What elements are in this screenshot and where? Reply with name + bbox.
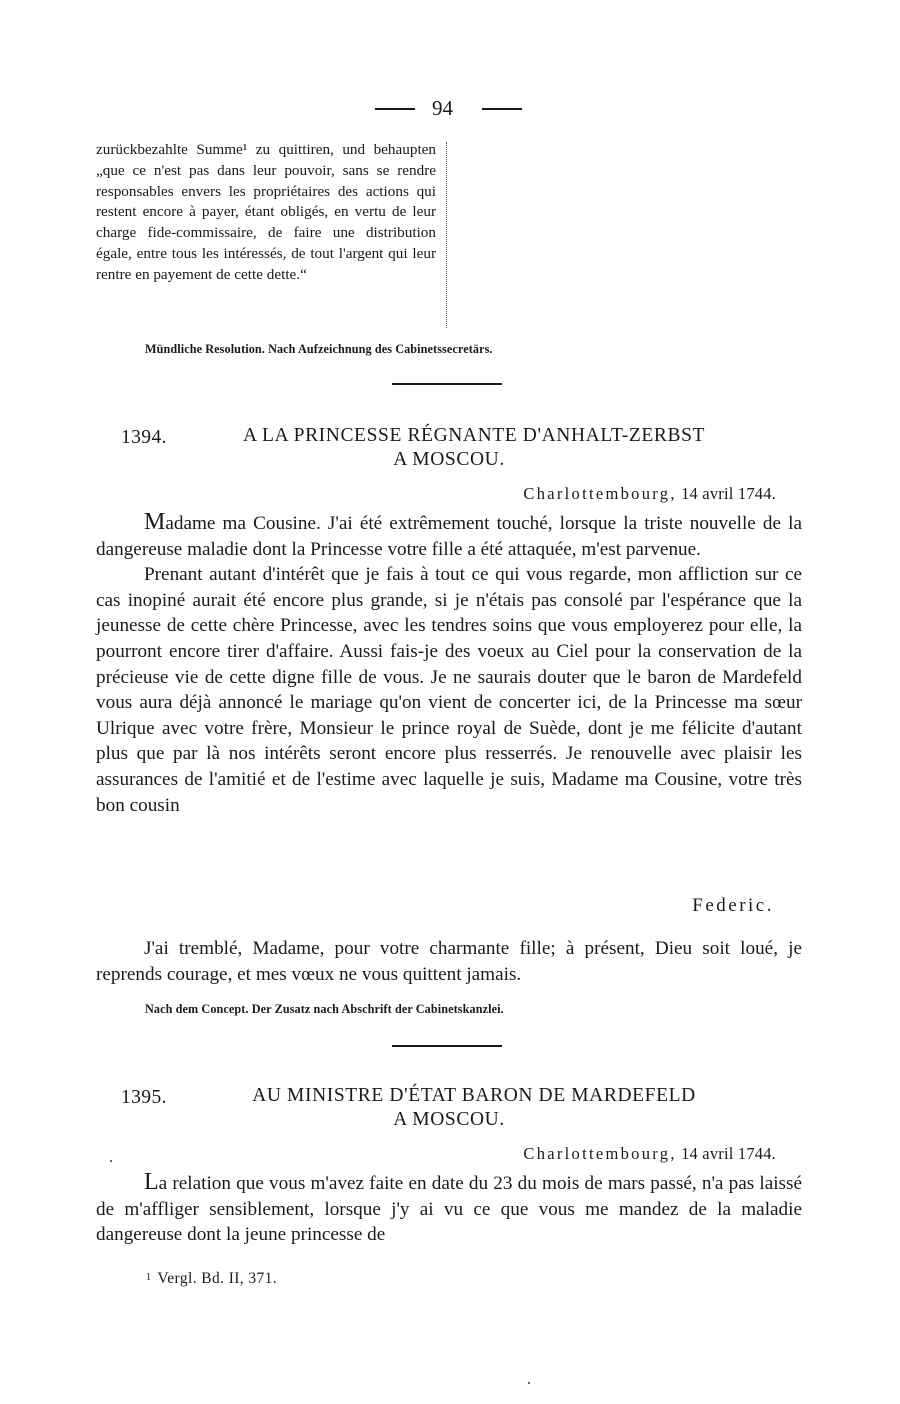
letter-body-1394 xyxy=(96,510,802,818)
letter-title-1394 xyxy=(96,424,802,472)
letter-title-1394-line2: A MOSCOU. xyxy=(393,449,505,470)
letter-title-1394-line1: A LA PRINCESSE RÉGNANTE D'ANHALT-ZERBST xyxy=(242,425,706,446)
source-note-1393: Mündliche Resolution. Nach Aufzeichnung des Cabinetssecretärs. xyxy=(145,342,493,356)
source-note-1394: Nach dem Concept. Der Zusatz nach Abschrift der Cabinetskanzlei. xyxy=(145,1002,504,1016)
dateline-1395-date: 14 avril 1744. xyxy=(681,1144,776,1163)
dateline-1394-date: 14 avril 1744. xyxy=(681,484,776,503)
dateline-1395-place: Charlottembourg, xyxy=(523,1144,677,1163)
letter-1394-paragraph-2: Prenant autant d'intérêt que je fais à tout ce qui vous regarde, mon affliction sur ce cas inopiné aurait été encore plus grande, si je n'étais pas consolé par l'espérance que la jeunesse de cette chère Princesse, avec les tendres soins que vous employerez pour elle, la pourront encore tirer d'affaire. Aussi fais-je des voeux au Ciel pour la conservation de la précieuse vie de cette digne fille de vous. Je ne saurais douter que le baron de Mardefeld vous aura déjà annoncé le mariage qu'on vient de concerter ici, de la Princesse ma sœur Ulrique avec votre frère, Monsieur le prince royal de Suède, dont je me félicite d'autant plus que par là nos intérêts seront encore plus resserrés. Je renouvelle avec plaisir les assurances de l'amitié et de l'estime avec laquelle je suis, Madame ma Cousine, votre très bon cousin xyxy=(96,564,802,816)
letter-1394-paragraph-1: Madame ma Cousine. J'ai été extrêmement touché, lorsque la triste nouvelle de la dangereuse maladie dont la Princesse votre fille a été attaquée, m'est parvenue. xyxy=(96,509,802,560)
page-number: 94 xyxy=(432,96,453,120)
print-speck xyxy=(110,1160,112,1162)
section-divider-2 xyxy=(392,1045,502,1047)
letter-body-1395 xyxy=(96,1170,802,1248)
dateline-1394-place: Charlottembourg, xyxy=(523,484,677,503)
section-divider-1 xyxy=(392,383,502,385)
quoted-passage-text: zurückbezahlte Summe¹ zu quittiren, und behaupten „que ce n'est pas dans leur pouvoir, sans se rendre responsables envers les propriétaires des actions qui restent encore à payer, étant obligés, en vertu de leur charge fide-commissaire, de faire une distribution égale, entre tous les intéressés, de tout l'argent qui leur rentre en payement de cette dette.“ xyxy=(96,141,436,283)
quoted-passage xyxy=(96,140,436,286)
footnote xyxy=(146,1270,277,1288)
header-dash-right xyxy=(482,108,522,110)
dateline-1395 xyxy=(523,1144,776,1164)
print-speck xyxy=(528,1382,530,1384)
letter-number-1395: 1395. xyxy=(121,1087,167,1108)
letter-title-1395-line2: A MOSCOU. xyxy=(393,1109,505,1130)
signature: Federic. xyxy=(692,895,774,916)
footnote-text: Vergl. Bd. II, 371. xyxy=(157,1270,278,1287)
postscript-1394 xyxy=(96,936,802,987)
dateline-1394 xyxy=(523,484,776,504)
header-dash-left xyxy=(375,108,415,110)
footnote-mark: 1 xyxy=(146,1272,152,1283)
letter-1395-paragraph-1: La relation que vous m'avez faite en date du 23 du mois de mars passé, n'a pas laissé de m'affliger sensiblement, lorsque j'y ai vu ce que vous me mandez de la maladie dangereuse dont la jeune princesse de xyxy=(96,1169,802,1246)
letter-number-1394: 1394. xyxy=(121,427,167,448)
page-header xyxy=(0,96,900,126)
letter-title-1395 xyxy=(96,1084,802,1132)
letter-title-1395-line1: AU MINISTRE D'ÉTAT BARON DE MARDEFELD xyxy=(252,1085,696,1106)
margin-dotted-rule xyxy=(446,142,447,328)
postscript-text: J'ai tremblé, Madame, pour votre charmante fille; à présent, Dieu soit loué, je reprends courage, et mes vœux ne vous quittent jamais. xyxy=(96,938,802,985)
